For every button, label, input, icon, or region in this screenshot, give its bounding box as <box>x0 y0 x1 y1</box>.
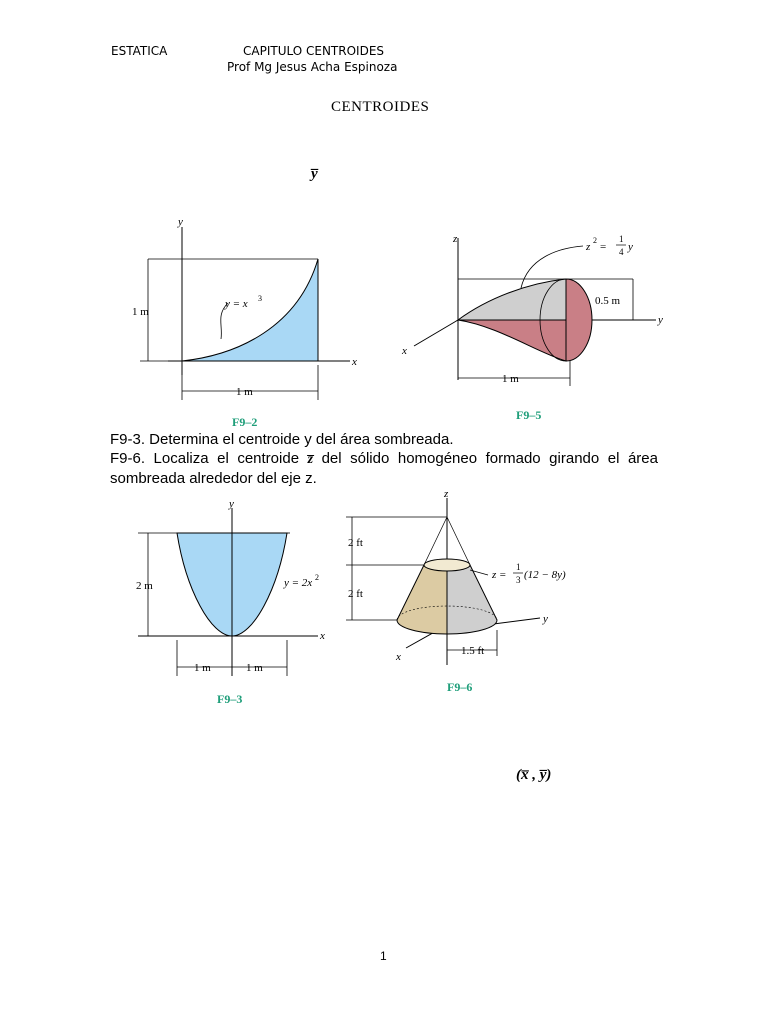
equation-denominator: 4 <box>619 247 624 257</box>
height-label: 2 m <box>136 580 153 592</box>
problem-f9-6-prefix: F9-6. Localiza el centroide <box>110 450 308 467</box>
problem-f9-6-suffix: del sólido homogéneo formado girando el área sombreada alrededor del eje z. <box>110 450 658 487</box>
figure-f9-3 <box>128 500 338 710</box>
figure-caption: F9–3 <box>217 692 243 706</box>
figure-f9-6 <box>340 490 570 700</box>
equation-lhs: z <box>586 241 591 253</box>
curve-label: y = 2x <box>284 577 313 589</box>
axis-y-label: y <box>178 216 183 228</box>
equation-lhs: z = <box>492 569 507 581</box>
page-number: 1 <box>380 949 387 963</box>
solid-lower <box>458 320 566 361</box>
top-height-label: 2 ft <box>348 537 363 549</box>
solid-end-cap <box>566 279 592 361</box>
figure-f9-2 <box>128 215 368 430</box>
equation-exponent: 2 <box>593 236 597 245</box>
figure-f9-5 <box>398 228 688 428</box>
page-title: CENTROIDES <box>331 99 430 115</box>
axis-y-label: y <box>658 314 663 326</box>
left-width-label: 1 m <box>194 662 211 674</box>
axis-y-label: y <box>543 613 548 625</box>
axis-z-label: z <box>453 233 458 245</box>
figure-caption: F9–6 <box>447 680 473 694</box>
frustum-body-right <box>447 565 497 634</box>
curve-exponent: 2 <box>315 573 319 582</box>
zbar-symbol: z̅ <box>307 452 314 467</box>
figure-caption: F9–2 <box>232 415 258 429</box>
equation-equals: = <box>600 241 607 253</box>
length-label: 1 m <box>502 373 519 385</box>
right-width-label: 1 m <box>246 662 263 674</box>
figure-caption: F9–5 <box>516 408 542 422</box>
curve-label: y = x <box>225 298 248 310</box>
bottom-height-label: 2 ft <box>348 588 363 600</box>
axis-x-label: x <box>396 651 401 663</box>
solid-upper <box>458 279 566 320</box>
equation-numerator: 1 <box>516 562 521 572</box>
frustum-body-left <box>397 565 447 634</box>
equation-rhs: y <box>628 241 633 253</box>
chapter-title: CAPITULO CENTROIDES <box>243 44 385 58</box>
axis-x-label: x <box>352 356 357 368</box>
equation-rhs: (12 − 8y) <box>524 569 566 581</box>
height-label: 1 m <box>132 306 149 318</box>
axis-x-label: x <box>320 630 325 642</box>
equation-denominator: 3 <box>516 575 521 585</box>
axis-z-label: z <box>444 490 449 500</box>
course-name: ESTATICA <box>111 44 168 58</box>
equation-numerator: 1 <box>619 234 624 244</box>
curve-exponent: 3 <box>258 294 262 303</box>
problem-f9-3: F9-3. Determina el centroide y del área sombreada. <box>110 431 454 448</box>
axis-x-label: x <box>402 345 407 357</box>
shaded-area <box>182 259 318 361</box>
professor-name: Prof Mg Jesus Acha Espinoza <box>227 60 398 74</box>
axis-y-label: y <box>229 500 234 510</box>
ybar-symbol: y̅ <box>311 166 318 182</box>
radius-label: 0.5 m <box>595 295 621 307</box>
problem-f9-6 <box>110 449 658 488</box>
width-label: 1 m <box>236 386 253 398</box>
coordinates-symbol: (x̅ , y̅) <box>516 767 552 783</box>
radius-label: 1.5 ft <box>461 645 485 657</box>
